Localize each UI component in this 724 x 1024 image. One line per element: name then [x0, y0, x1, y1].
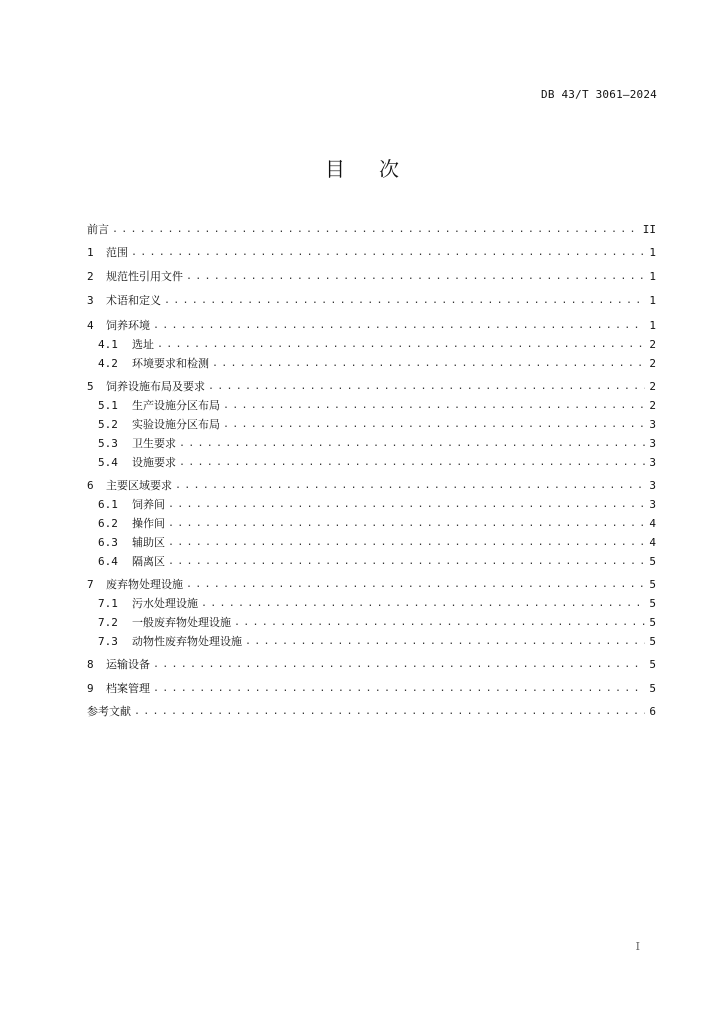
- toc-entry-page-number: 4: [649, 535, 656, 549]
- toc-entry[interactable]: [87, 477, 656, 493]
- toc-entry-page-number: 3: [649, 436, 656, 450]
- toc-entry-number: 4.2: [98, 356, 118, 370]
- toc-entry-page-number: 1: [649, 269, 656, 283]
- toc-entry-number: 5: [87, 379, 94, 393]
- toc-leader-dots: [157, 339, 645, 350]
- toc-entry-number: 7: [87, 577, 94, 591]
- toc-entry-number: 7.2: [98, 615, 118, 629]
- toc-entry-page-number: 4: [649, 516, 656, 530]
- toc-entry[interactable]: [98, 496, 656, 512]
- toc-leader-dots: [186, 271, 645, 282]
- toc-entry-page-number: 5: [649, 615, 656, 629]
- toc-entry-number: 9: [87, 681, 94, 695]
- footer-page-number: I: [635, 940, 640, 953]
- toc-entry-page-number: 6: [649, 704, 656, 718]
- toc-entry-label: 规范性引用文件: [106, 270, 183, 283]
- toc-entry[interactable]: [98, 534, 656, 550]
- toc-entry-label: 饲养设施布局及要求: [106, 380, 205, 393]
- toc-entry[interactable]: [98, 595, 656, 611]
- toc-entry-number: 4: [87, 318, 94, 332]
- toc-entry-number: 4.1: [98, 337, 118, 351]
- toc-entry-label: 运输设备: [106, 658, 150, 671]
- toc-leader-dots: [201, 598, 645, 609]
- toc-leader-dots: [112, 224, 640, 235]
- toc-entry-number: 1: [87, 245, 94, 259]
- toc-entry-number: 3: [87, 293, 94, 307]
- toc-entry-label: 污水处理设施: [132, 597, 198, 610]
- title-part-2: 次: [379, 157, 399, 181]
- toc-entry-page-number: 3: [649, 478, 656, 492]
- toc-entry[interactable]: [98, 416, 656, 432]
- toc-entry[interactable]: [87, 378, 656, 394]
- toc-entry[interactable]: [87, 576, 656, 592]
- toc-entry[interactable]: [98, 515, 656, 531]
- toc-entry-label: 参考文献: [87, 705, 131, 718]
- toc-leader-dots: [153, 320, 645, 331]
- toc-entry-number: 6.4: [98, 554, 118, 568]
- toc-leader-dots: [175, 480, 645, 491]
- toc-entry-label: 主要区域要求: [106, 479, 172, 492]
- toc-leader-dots: [234, 617, 645, 628]
- toc-entry-page-number: 3: [649, 455, 656, 469]
- toc-leader-dots: [223, 419, 645, 430]
- toc-entry-number: 6.2: [98, 516, 118, 530]
- toc-entry[interactable]: [87, 656, 656, 672]
- toc-entry-label: 范围: [106, 246, 128, 259]
- toc-entry[interactable]: [98, 336, 656, 352]
- toc-entry-page-number: 5: [649, 554, 656, 568]
- toc-entry[interactable]: [87, 703, 656, 719]
- toc-leader-dots: [168, 556, 645, 567]
- toc-entry-number: 2: [87, 269, 94, 283]
- toc-entry-label: 档案管理: [106, 682, 150, 695]
- toc-entry-number: 7.3: [98, 634, 118, 648]
- toc-entry-label: 实验设施分区布局: [132, 418, 220, 431]
- toc-entry-number: 6.3: [98, 535, 118, 549]
- toc-entry-number: 6: [87, 478, 94, 492]
- toc-entry-label: 操作间: [132, 517, 165, 530]
- toc-entry-page-number: 2: [649, 356, 656, 370]
- toc-entry-label: 饲养间: [132, 498, 165, 511]
- toc-leader-dots: [164, 295, 645, 306]
- toc-entry[interactable]: [98, 435, 656, 451]
- toc-entry[interactable]: [98, 355, 656, 371]
- toc-entry[interactable]: [98, 454, 656, 470]
- toc-entry-page-number: 2: [649, 379, 656, 393]
- document-id: DB 43/T 3061—2024: [541, 88, 657, 101]
- toc-entry[interactable]: [98, 397, 656, 413]
- toc-entry-label: 一般废弃物处理设施: [132, 616, 231, 629]
- toc-entry-page-number: 1: [649, 318, 656, 332]
- toc-entry-label: 动物性废弃物处理设施: [132, 635, 242, 648]
- toc-entry-number: 7.1: [98, 596, 118, 610]
- toc-entry[interactable]: [87, 680, 656, 696]
- toc-entry-label: 术语和定义: [106, 294, 161, 307]
- page-title: [0, 153, 724, 182]
- toc-entry[interactable]: [98, 553, 656, 569]
- toc-entry-page-number: 3: [649, 497, 656, 511]
- toc-leader-dots: [131, 247, 645, 258]
- toc-leader-dots: [245, 636, 645, 647]
- toc-entry-number: 5.3: [98, 436, 118, 450]
- toc-entry[interactable]: [87, 244, 656, 260]
- toc-leader-dots: [208, 381, 645, 392]
- title-part-1: 目: [325, 157, 345, 181]
- toc-entry[interactable]: [87, 292, 656, 308]
- toc-entry-page-number: II: [642, 222, 656, 236]
- toc-entry[interactable]: [98, 633, 656, 649]
- toc-entry[interactable]: [87, 221, 656, 237]
- toc-entry-number: 5.2: [98, 417, 118, 431]
- toc-entry-label: 饲养环境: [106, 319, 150, 332]
- toc-entry-number: 5.4: [98, 455, 118, 469]
- toc-entry[interactable]: [87, 268, 656, 284]
- toc-entry-page-number: 5: [649, 596, 656, 610]
- toc-leader-dots: [179, 438, 645, 449]
- toc-entry[interactable]: [87, 317, 656, 333]
- toc-entry-label: 前言: [87, 223, 109, 236]
- toc-entry-page-number: 1: [649, 293, 656, 307]
- toc-entry-page-number: 5: [649, 577, 656, 591]
- toc-entry-page-number: 5: [649, 634, 656, 648]
- toc-entry[interactable]: [98, 614, 656, 630]
- toc-entry-page-number: 3: [649, 417, 656, 431]
- toc-leader-dots: [223, 400, 645, 411]
- toc-leader-dots: [153, 659, 645, 670]
- toc-leader-dots: [153, 683, 645, 694]
- toc-entry-page-number: 2: [649, 337, 656, 351]
- toc-entry-page-number: 1: [649, 245, 656, 259]
- toc-leader-dots: [168, 499, 645, 510]
- toc-entry-label: 选址: [132, 338, 154, 351]
- toc-leader-dots: [168, 518, 645, 529]
- toc-entry-label: 环境要求和检测: [132, 357, 209, 370]
- toc-entry-number: 5.1: [98, 398, 118, 412]
- toc-leader-dots: [134, 706, 645, 717]
- toc-entry-number: 8: [87, 657, 94, 671]
- toc-entry-label: 卫生要求: [132, 437, 176, 450]
- toc-entry-label: 辅助区: [132, 536, 165, 549]
- toc-leader-dots: [168, 537, 645, 548]
- toc-entry-page-number: 5: [649, 657, 656, 671]
- toc-leader-dots: [186, 579, 645, 590]
- toc-entry-page-number: 5: [649, 681, 656, 695]
- toc-entry-label: 隔离区: [132, 555, 165, 568]
- toc-entry-label: 废弃物处理设施: [106, 578, 183, 591]
- toc-leader-dots: [212, 358, 645, 369]
- toc-entry-label: 设施要求: [132, 456, 176, 469]
- toc-entry-page-number: 2: [649, 398, 656, 412]
- toc-leader-dots: [179, 457, 645, 468]
- toc-entry-number: 6.1: [98, 497, 118, 511]
- toc-entry-label: 生产设施分区布局: [132, 399, 220, 412]
